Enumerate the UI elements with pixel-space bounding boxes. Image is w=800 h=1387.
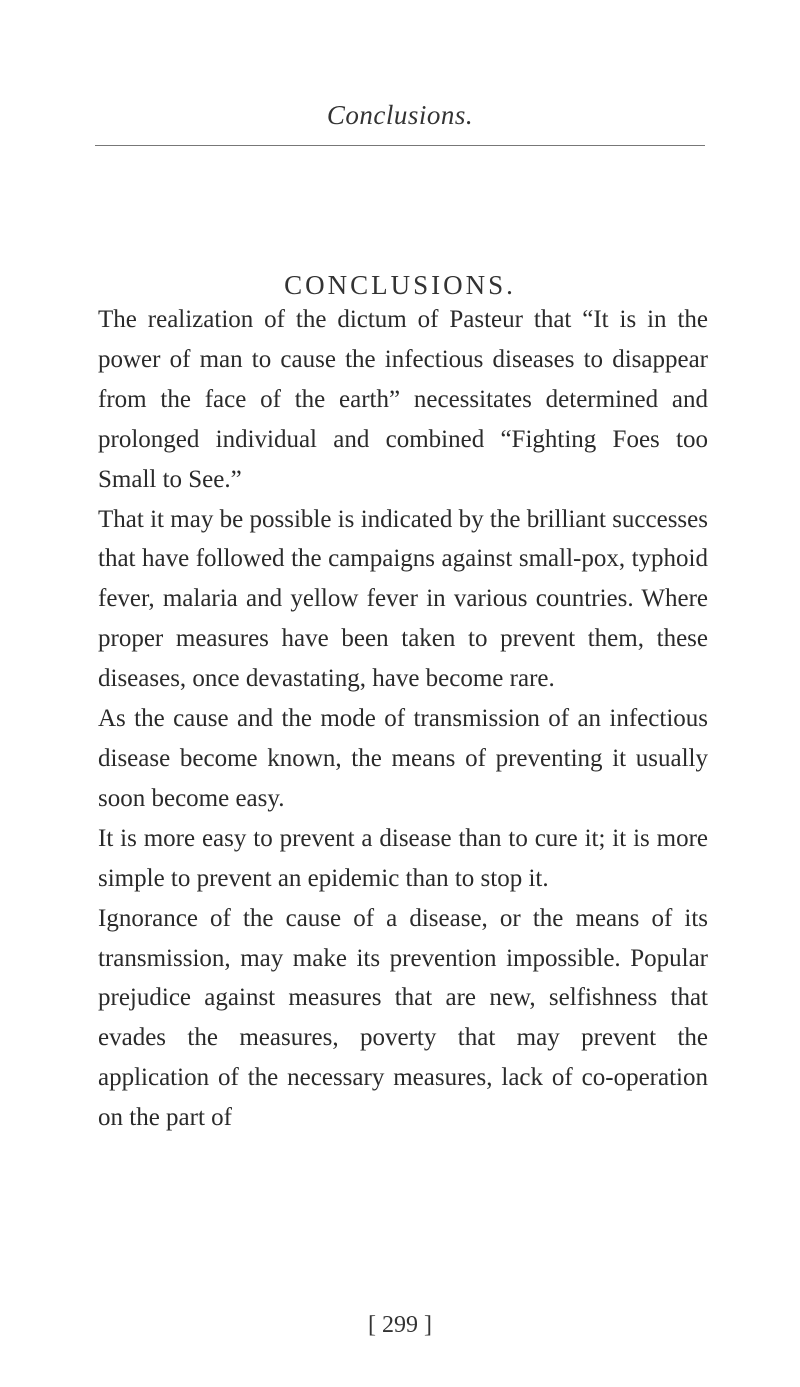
paragraph: As the cause and the mode of transmission of an infectious disease become known, the means of preventing it usually soon become easy. (98, 705, 708, 812)
paragraph: It is more easy to prevent a disease than to cure it; it is more simple to prevent an epidemic than to stop it. (98, 824, 708, 892)
paragraph: That it may be possible is indicated by the brilliant successes that have followed the campaigns against small-pox, typhoid fever, malaria and yellow fever in various countries. Where proper measures have been taken to prevent them, these diseases, once devastating, have become rare. (98, 505, 708, 693)
page-number: [ 299 ] (368, 1312, 432, 1338)
header-rule (95, 145, 705, 146)
body-text (98, 300, 708, 1138)
running-head: Conclusions. (326, 100, 474, 130)
paragraph: Ignorance of the cause of a disease, or the means of its transmission, may make its prevention impossible. Popular prejudice against measures that are new, selfishness that evades the measures, poverty that may prevent the application of the necessary measures, lack of co-operation on the part of (98, 904, 708, 1132)
paragraph: The realization of the dictum of Pasteur that “It is in the power of man to cause the infectious diseases to disappear from the face of the earth” necessitates determined and prolonged individual and combined “Fighting Foes too Small to See.” (98, 306, 708, 493)
chapter-title: CONCLUSIONS. (284, 270, 516, 300)
